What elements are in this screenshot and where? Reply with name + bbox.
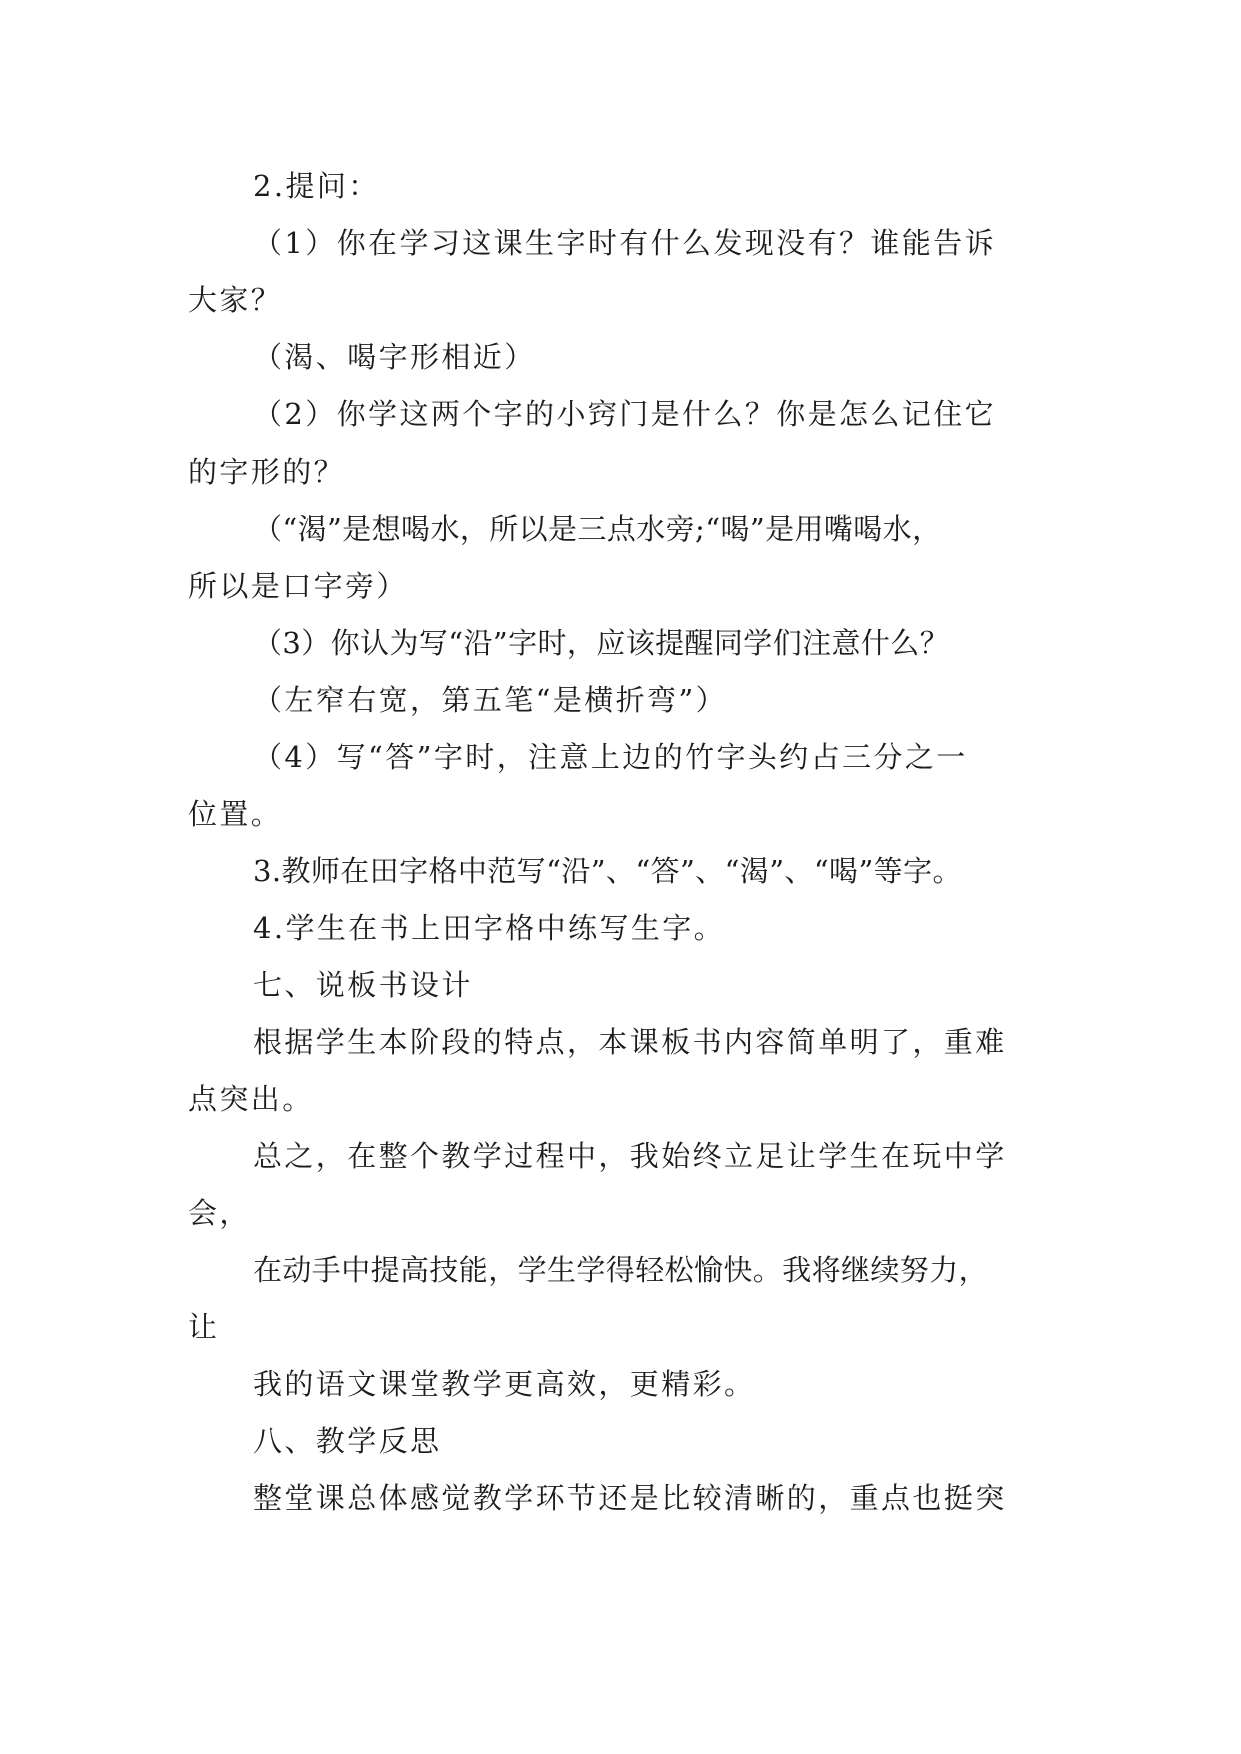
- section-heading: 八、教学反思: [253, 1424, 442, 1458]
- text-line: 总之，在整个教学过程中，我始终立足让学生在玩中学: [253, 1139, 1007, 1173]
- text-line: 根据学生本阶段的特点，本课板书内容简单明了，重难: [253, 1025, 1007, 1059]
- text-line: 3.教师在田字格中范写“沿”、“答”、“渴”、“喝”等字。: [253, 854, 962, 888]
- text-line: 的字形的？: [188, 455, 346, 489]
- section-heading: 七、说板书设计: [253, 968, 473, 1002]
- text-line: （2）你学这两个字的小窍门是什么？你是怎么记住它: [253, 397, 997, 431]
- text-line: （左窄右宽，第五笔“是横折弯”）: [253, 683, 728, 717]
- text-line: （渴、喝字形相近）: [253, 340, 536, 374]
- text-line: 整堂课总体感觉教学环节还是比较清晰的，重点也挺突: [253, 1481, 1007, 1515]
- text-line: 会，: [188, 1196, 251, 1230]
- text-line: 所以是口字旁）: [188, 569, 408, 603]
- text-line: 4.学生在书上田字格中练写生字。: [253, 911, 726, 945]
- text-line: 2.提问：: [253, 169, 380, 203]
- text-line: 点突出。: [188, 1082, 314, 1116]
- text-line: 让: [188, 1310, 220, 1344]
- text-line: 在动手中提高技能，学生学得轻松愉快。我将继续努力，: [253, 1253, 989, 1287]
- text-line: 位置。: [188, 797, 283, 831]
- text-line: （“渴”是想喝水，所以是三点水旁;“喝”是用嘴喝水，: [253, 512, 942, 546]
- text-line: 我的语文课堂教学更高效，更精彩。: [253, 1367, 756, 1401]
- text-line: 大家？: [188, 283, 283, 317]
- text-line: （4）写“答”字时，注意上边的竹字头约占三分之一: [253, 740, 968, 774]
- text-line: （3）你认为写“沿”字时，应该提醒同学们注意什么？: [253, 626, 950, 660]
- text-line: （1）你在学习这课生字时有什么发现没有？谁能告诉: [253, 226, 997, 260]
